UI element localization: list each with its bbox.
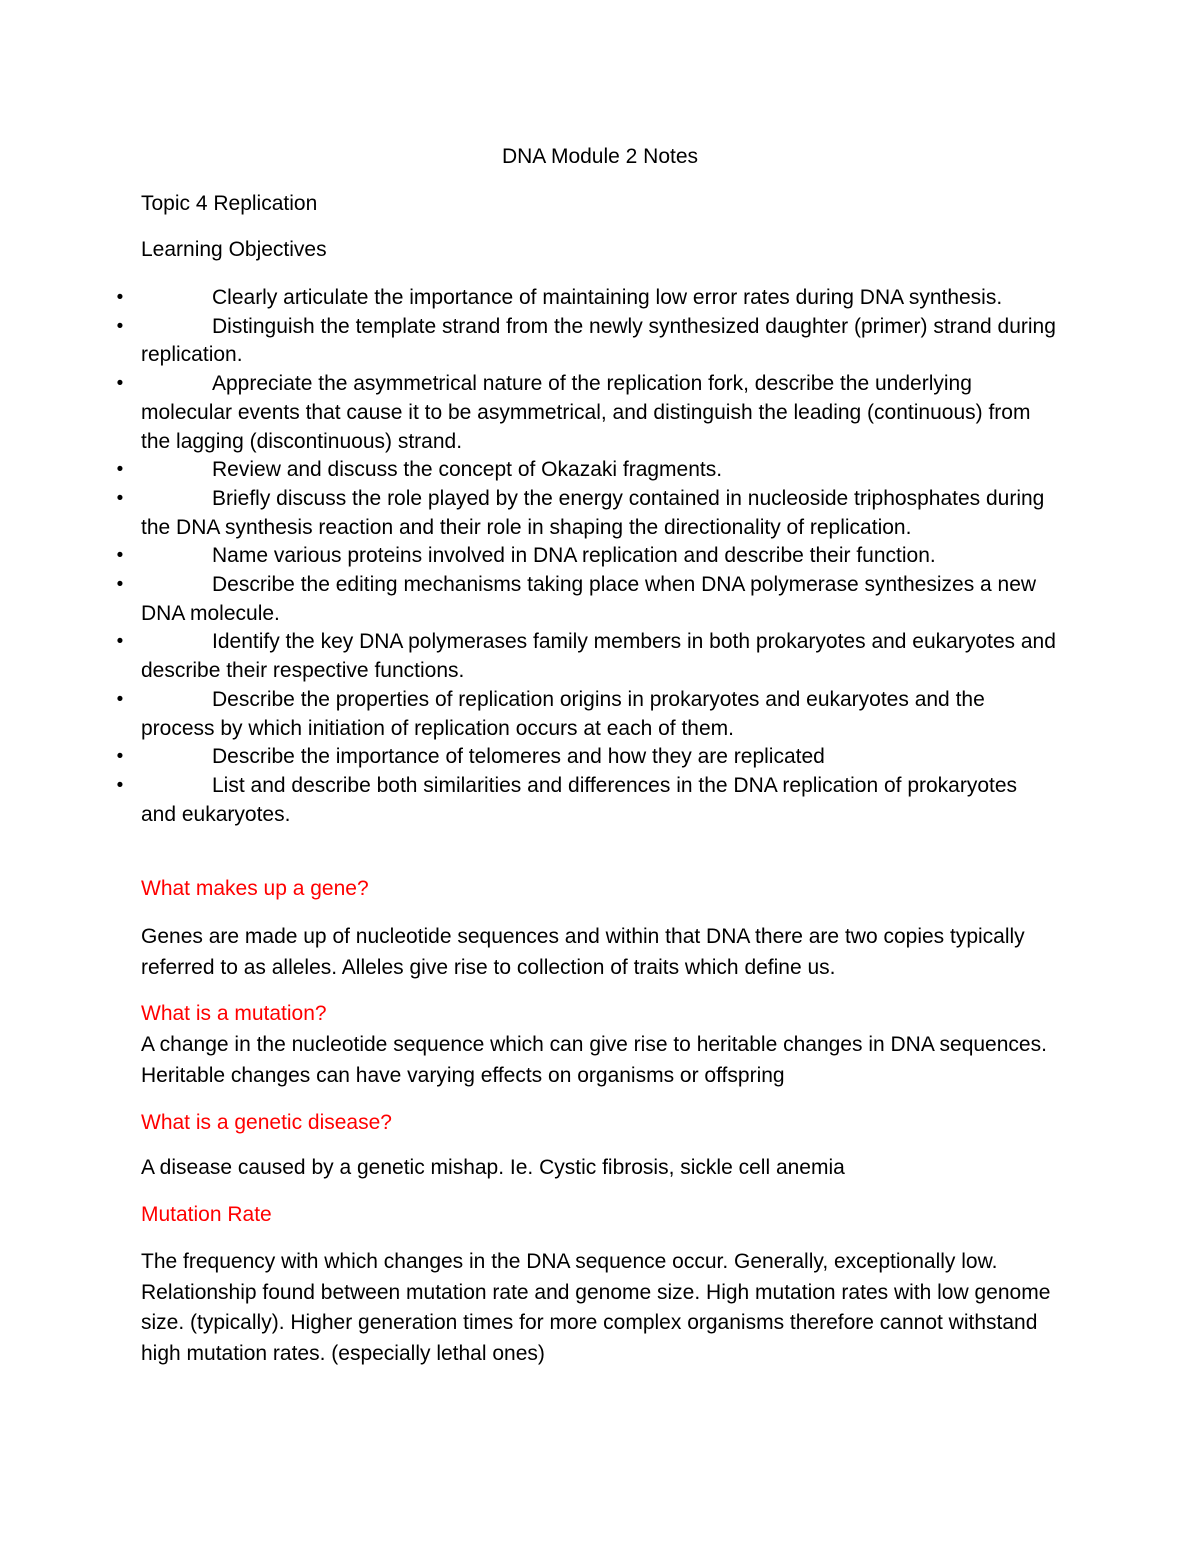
objective-text: Briefly discuss the role played by the energy contained in nucleoside triphosphates during the DNA synthesis reaction and their role in shaping the directionality of replication. — [141, 486, 1045, 539]
objective-text: Identify the key DNA polymerases family members in both prokaryotes and eukaryotes and describe their respective functions. — [141, 630, 1056, 683]
section-body: A change in the nucleotide sequence which can give rise to heritable changes in DNA sequences. Heritable changes can have varying effects on organisms or offspring — [141, 1033, 1047, 1087]
topic-heading: Topic 4 Replication — [141, 192, 318, 215]
objective-item — [0, 485, 1056, 542]
section-heading: What is a genetic disease? — [141, 1111, 392, 1134]
section-body: Genes are made up of nucleotide sequences and within that DNA there are two copies typically referred to as alleles. Alleles give rise to collection of traits which define us. — [141, 925, 1025, 979]
objective-item — [0, 628, 1056, 685]
bullet-icon: • — [116, 373, 124, 395]
objective-item — [0, 686, 1056, 743]
bullet-icon: • — [116, 459, 124, 481]
objective-text: Appreciate the asymmetrical nature of the replication fork, describe the underlying molecular events that cause it to be asymmetrical, and distinguish the leading (continuous) from the lagging (discontinuous) strand. — [141, 372, 1031, 453]
bullet-icon: • — [116, 545, 124, 567]
objective-text: Review and discuss the concept of Okazaki fragments. — [212, 458, 723, 482]
section-heading: Mutation Rate — [141, 1203, 272, 1226]
objective-text: List and describe both similarities and differences in the DNA replication of prokaryotes and eukaryotes. — [141, 773, 1018, 826]
objective-item — [0, 743, 1056, 772]
objectives-heading: Learning Objectives — [141, 238, 327, 261]
section-body: A disease caused by a genetic mishap. Ie. Cystic fibrosis, sickle cell anemia — [141, 1156, 845, 1179]
objective-item — [0, 456, 1056, 485]
objective-text: Distinguish the template strand from the newly synthesized daughter (primer) strand during replication. — [141, 314, 1056, 367]
bullet-icon: • — [116, 774, 124, 796]
bullet-icon: • — [116, 688, 124, 710]
objective-item — [0, 370, 1056, 456]
objective-text: Clearly articulate the importance of maintaining low error rates during DNA synthesis. — [212, 286, 1003, 309]
section-genetic-disease — [141, 1109, 1061, 1184]
bullet-icon: • — [116, 487, 124, 509]
section-heading: What is a mutation? — [141, 1002, 327, 1025]
objective-item — [0, 772, 1056, 829]
section-mutation-rate — [141, 1201, 1061, 1369]
objectives-list — [0, 284, 1200, 829]
objective-text: Describe the importance of telomeres and how they are replicated — [212, 745, 825, 769]
bullet-icon: • — [116, 287, 124, 308]
section-mutation — [141, 1000, 1061, 1091]
objective-text: Describe the properties of replication origins in prokaryotes and eukaryotes and the process by which initiation of replication occurs at each of them. — [141, 687, 985, 740]
document-title: DNA Module 2 Notes — [501, 145, 699, 168]
bullet-icon: • — [116, 746, 124, 768]
bullet-icon: • — [116, 315, 124, 337]
objective-item — [0, 313, 1056, 370]
objective-item — [0, 542, 1056, 571]
section-heading: What makes up a gene? — [141, 877, 369, 900]
section-gene — [141, 875, 1061, 983]
objective-text: Describe the editing mechanisms taking place when DNA polymerase synthesizes a new DNA molecule. — [141, 573, 1037, 625]
objective-item — [0, 284, 1056, 313]
objective-text: Name various proteins involved in DNA replication and describe their function. — [212, 544, 936, 568]
section-body: The frequency with which changes in the DNA sequence occur. Generally, exceptionally low. Relationship found between mutation rate and genome size. High mutation rates with low genome size. (typically). Higher generation times for more complex organisms therefore cannot withstand high mutation rates. (especially lethal ones) — [141, 1250, 1051, 1365]
bullet-icon: • — [116, 631, 124, 653]
bullet-icon: • — [116, 574, 124, 596]
objective-item — [0, 571, 1056, 628]
